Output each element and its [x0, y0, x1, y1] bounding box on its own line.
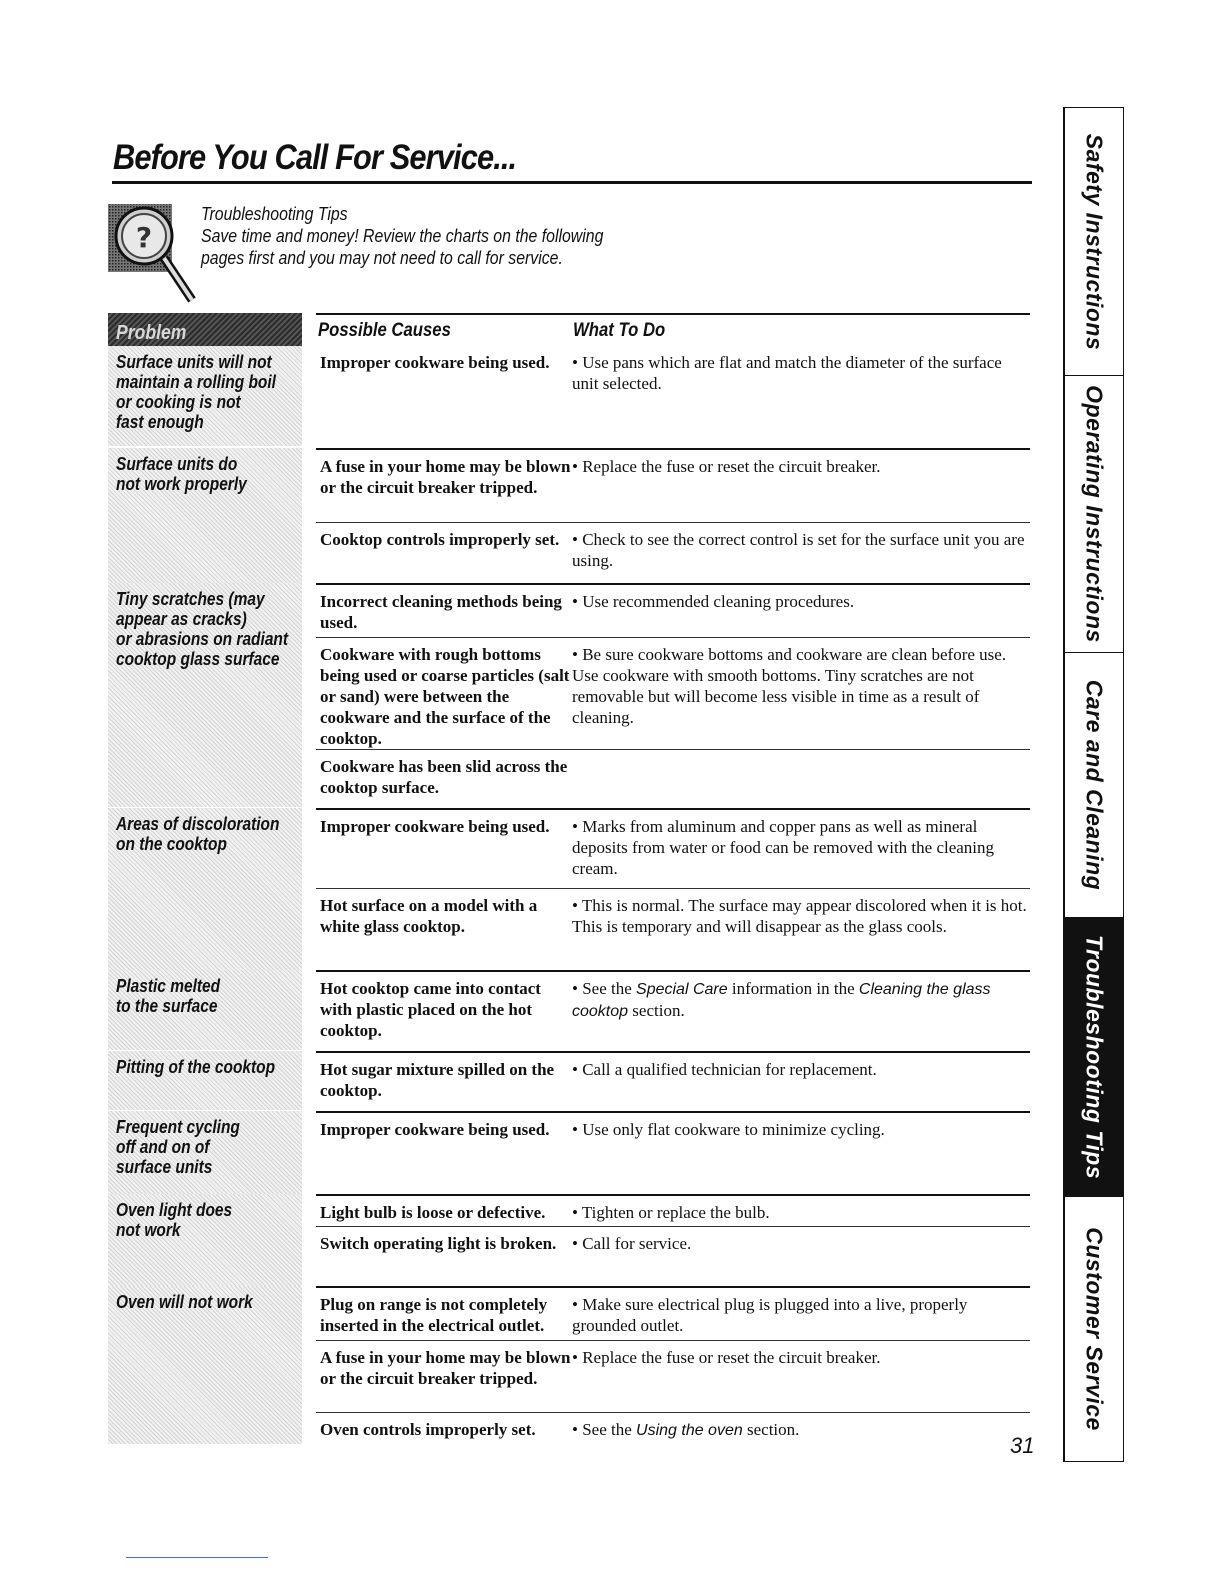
- todo-fragment-italic: Using the oven: [636, 1422, 743, 1439]
- todo-fragment: • See the: [572, 979, 637, 998]
- todo-fragment: • See the: [572, 1420, 637, 1439]
- cause-text: Light bulb is loose or defective.: [320, 1203, 546, 1222]
- cause-text: A fuse in your home may be blown or the circuit breaker tripped.: [320, 457, 571, 497]
- todo-text: • Check to see the correct control is set for the surface unit you are using.: [572, 530, 1025, 570]
- problem-line: Pitting of the cooktop: [116, 1057, 276, 1077]
- tab-operating-instructions[interactable]: [1065, 376, 1123, 653]
- problem-cell: [108, 1194, 302, 1286]
- problem-cell: [108, 1286, 302, 1444]
- todo-text: • Use pans which are flat and match the diameter of the surface unit selected.: [572, 353, 1002, 393]
- problem-row: [108, 448, 1030, 583]
- problem-line: Tiny scratches (may: [116, 589, 265, 609]
- cause-text: Switch operating light is broken.: [320, 1234, 557, 1253]
- cause-entry: [316, 1288, 1030, 1340]
- problem-cell: [108, 808, 302, 970]
- problem-row: [108, 346, 1030, 446]
- cause-entry: [316, 1196, 1030, 1226]
- cause-entry: [316, 810, 1030, 888]
- problem-row: [108, 1051, 1030, 1110]
- problem-line: Plastic melted: [116, 976, 221, 996]
- problem-line: Surface units do: [116, 454, 238, 474]
- cause-entry: [316, 1113, 1030, 1193]
- todo-text: • This is normal. The surface may appear discolored when it is hot. This is temporary and will disappear as the glass cools.: [572, 896, 1027, 936]
- todo-text: • Call a qualified technician for replacement.: [572, 1060, 877, 1079]
- todo-text: • Tighten or replace the bulb.: [572, 1203, 770, 1222]
- todo-fragment-italic: Special Care: [636, 981, 728, 998]
- problem-line: to the surface: [116, 996, 218, 1016]
- tab-troubleshooting-tips[interactable]: [1065, 918, 1123, 1197]
- todo-text: • Call for service.: [572, 1234, 692, 1253]
- cause-text: Improper cookware being used.: [320, 817, 550, 836]
- tab-label: Safety Instructions: [1081, 133, 1108, 350]
- tab-care-and-cleaning[interactable]: [1065, 653, 1123, 918]
- intro-line: Save time and money! Review the charts on the following: [201, 226, 604, 246]
- page-title: Before You Call For Service...: [113, 138, 517, 177]
- problem-line: Oven will not work: [116, 1292, 253, 1312]
- problem-line: appear as cracks): [116, 609, 247, 629]
- tab-label: Troubleshooting Tips: [1081, 934, 1108, 1180]
- cause-entry: [316, 1412, 1030, 1443]
- problem-line: off and on of: [116, 1137, 210, 1157]
- cause-text: Hot cooktop came into contact with plastic placed on the hot cooktop.: [320, 979, 541, 1040]
- svg-text:?: ?: [135, 221, 153, 254]
- cause-text: Cookware with rough bottoms being used or coarse particles (salt or sand) were between the cookware and the surface of the cooktop.: [320, 645, 570, 748]
- tab-label: Operating Instructions: [1081, 385, 1108, 643]
- cause-entry: [316, 972, 1030, 1048]
- intro-line: pages first and you may not need to call for service.: [201, 248, 563, 268]
- tab-customer-service[interactable]: [1065, 1197, 1123, 1461]
- footer-line: [126, 1557, 268, 1558]
- cause-entry: [316, 888, 1030, 969]
- todo-text: • Be sure cookware bottoms and cookware are clean before use. Use cookware with smooth bottoms. Tiny scratches are not removable but will become less visible in time as a result of cleaning.: [572, 645, 1007, 727]
- problem-row: [108, 808, 1030, 970]
- cause-entry: [316, 450, 1030, 522]
- cause-text: Hot surface on a model with a white glass cooktop.: [320, 896, 538, 936]
- problem-line: Surface units will not: [116, 352, 272, 372]
- problem-line: surface units: [116, 1157, 213, 1177]
- problem-line: not work properly: [116, 474, 247, 494]
- section-tab-bar: [1063, 107, 1124, 1462]
- cause-text: Hot sugar mixture spilled on the cooktop.: [320, 1060, 555, 1100]
- todo-text: • Use only flat cookware to minimize cycling.: [572, 1120, 885, 1139]
- todo-fragment-italic: Cleaning the glass cooktop: [572, 981, 991, 1020]
- problem-line: or cooking is not: [116, 392, 241, 412]
- todo-text: [572, 1419, 1027, 1441]
- problem-line: maintain a rolling boil: [116, 372, 276, 392]
- title-rule: [112, 181, 1032, 184]
- problem-cell: [108, 346, 302, 446]
- problem-cell: [108, 1111, 302, 1194]
- tab-label: Customer Service: [1081, 1227, 1108, 1431]
- todo-text: • Make sure electrical plug is plugged into a live, properly grounded outlet.: [572, 1295, 968, 1335]
- page-number: 31: [1010, 1433, 1035, 1458]
- tab-label: Care and Cleaning: [1081, 679, 1108, 891]
- intro-heading: Troubleshooting Tips: [201, 204, 348, 224]
- problem-row: [108, 1111, 1030, 1194]
- todo-text: • Use recommended cleaning procedures.: [572, 592, 855, 611]
- what-to-do-header: What To Do: [573, 320, 666, 341]
- cause-entry: [316, 637, 1030, 750]
- problem-line: on the cooktop: [116, 834, 227, 854]
- cause-text: Cookware has been slid across the cooktop surface.: [320, 757, 568, 797]
- cause-entry: [316, 749, 1030, 806]
- cause-text: Incorrect cleaning methods being used.: [320, 592, 562, 632]
- cause-text: Plug on range is not completely inserted in the electrical outlet.: [320, 1295, 548, 1335]
- todo-fragment: section.: [742, 1420, 800, 1439]
- troubleshooting-intro: [201, 203, 603, 269]
- magnifier-question-icon: [106, 200, 206, 308]
- todo-text: • Marks from aluminum and copper pans as well as mineral deposits from water or food can be removed with the cleaning cream.: [572, 817, 995, 878]
- problem-line: not work: [116, 1220, 181, 1240]
- cause-text: Cooktop controls improperly set.: [320, 530, 560, 549]
- tab-safety-instructions[interactable]: [1065, 108, 1123, 376]
- cause-entry: [316, 522, 1030, 583]
- cause-entry: [316, 346, 1030, 446]
- cause-text: Oven controls improperly set.: [320, 1420, 536, 1439]
- cause-entry: [316, 1340, 1030, 1413]
- problem-line: fast enough: [116, 412, 204, 432]
- problem-row: [108, 1286, 1030, 1444]
- problem-row: [108, 583, 1030, 807]
- problem-line: cooktop glass surface: [116, 649, 280, 669]
- todo-text: • Replace the fuse or reset the circuit breaker.: [572, 1348, 881, 1367]
- problem-line: or abrasions on radiant: [116, 629, 289, 649]
- possible-causes-header: Possible Causes: [318, 320, 451, 341]
- problem-line: Areas of discoloration: [116, 814, 280, 834]
- problem-cell: [108, 583, 302, 807]
- cause-entry: [316, 1226, 1030, 1285]
- cause-entry: [316, 585, 1030, 637]
- problem-row: [108, 1194, 1030, 1286]
- cause-text: Improper cookware being used.: [320, 1120, 550, 1139]
- problem-line: Frequent cycling: [116, 1117, 240, 1137]
- todo-text: • Replace the fuse or reset the circuit breaker.: [572, 457, 881, 476]
- problem-cell: [108, 970, 302, 1050]
- problem-header-label: Problem: [116, 322, 187, 344]
- todo-text: [572, 978, 1027, 1022]
- problem-row: [108, 970, 1030, 1050]
- problem-line: Oven light does: [116, 1200, 233, 1220]
- header-rule: [316, 313, 1030, 315]
- todo-fragment: section.: [628, 1001, 685, 1020]
- todo-fragment: information in the: [727, 979, 859, 998]
- cause-text: A fuse in your home may be blown or the circuit breaker tripped.: [320, 1348, 571, 1388]
- problem-cell: [108, 1051, 302, 1110]
- cause-text: Improper cookware being used.: [320, 353, 550, 372]
- cause-entry: [316, 1053, 1030, 1109]
- problem-cell: [108, 448, 302, 583]
